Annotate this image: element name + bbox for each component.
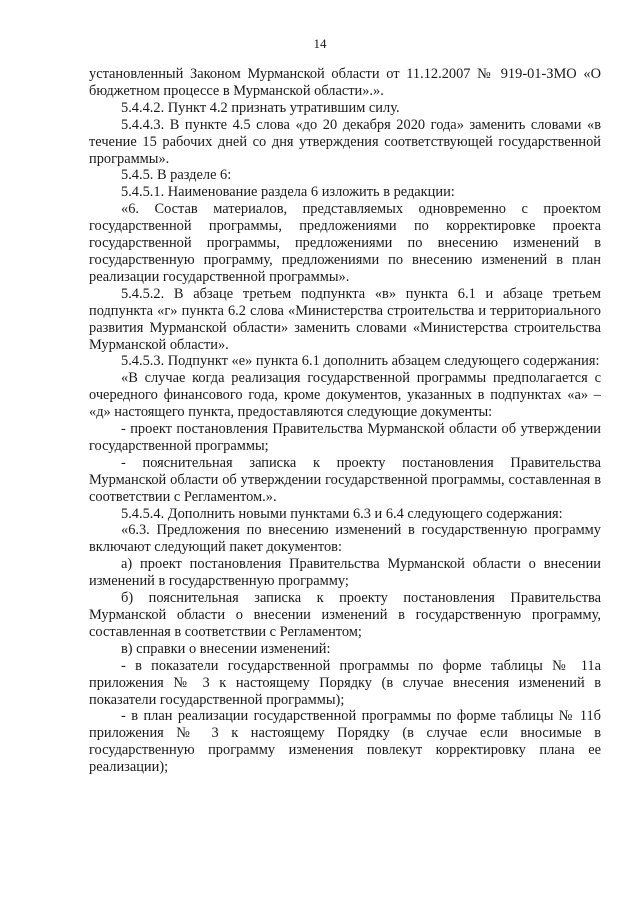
paragraph: а) проект постановления Правительства Мурманской области о внесении изменений в государственную программу;: [89, 556, 601, 590]
paragraph: «6.3. Предложения по внесению изменений в государственную программу включают следующий пакет документов:: [89, 522, 601, 556]
paragraph: - пояснительная записка к проекту постановления Правительства Мурманской области об утверждении государственной программы, составленная в соответствии с Регламентом.».: [89, 454, 601, 505]
paragraph: 5.4.5.1. Наименование раздела 6 изложить в редакции:: [121, 184, 455, 201]
paragraph: 5.4.5. В разделе 6:: [121, 167, 232, 184]
paragraph: 5.4.5.4. Дополнить новыми пунктами 6.3 и 6.4 следующего содержания:: [121, 505, 563, 522]
paragraph: б) пояснительная записка к проекту постановления Правительства Мурманской области о внесении изменений в государственную программу, составленная в соответствии с Регламентом;: [89, 590, 601, 640]
paragraph: 5.4.4.3. В пункте 4.5 слова «до 20 декабря 2020 года» заменить словами «в течение 15 рабочих дней со дня утверждения соответствующей государственной программы».: [89, 116, 601, 167]
paragraph: в) справки о внесении изменений:: [121, 640, 331, 657]
paragraph: установленный Законом Мурманской области от 11.12.2007 № 919-01-ЗМО «О бюджетном процессе в Мурманской области».».: [89, 66, 601, 99]
page-number: 14: [313, 36, 327, 51]
document-body: [89, 66, 601, 776]
paragraph: - проект постановления Правительства Мурманской области об утверждении государственной программы;: [89, 421, 601, 454]
paragraph: «В случае когда реализация государственной программы предполагается с очередного финансового года, кроме документов, указанных в подпунктах «а» – «д» настоящего пункта, предоставляются следующие документы:: [89, 370, 601, 421]
paragraph: - в показатели государственной программы по форме таблицы № 11а приложения № 3 к настоящему Порядку (в случае внесения изменений в показатели государственной программы);: [89, 657, 601, 708]
paragraph: «6. Состав материалов, представляемых одновременно с проектом государственной программы, предложениями по корректировке проекта государственной программы, предложениями по внесению изменений в государственную программу, предложениями по внесению изменений в план реализации государственной программы».: [89, 201, 601, 285]
paragraph: - в план реализации государственной программы по форме таблицы № 11б приложения № 3 к настоящему Порядку (в случае если вносимые в государственную программу изменения повлекут корректировку плана ее реализации);: [89, 708, 601, 776]
paragraph: 5.4.4.2. Пункт 4.2 признать утратившим силу.: [121, 99, 400, 116]
paragraph: 5.4.5.2. В абзаце третьем подпункта «в» пункта 6.1 и абзаце третьем подпункта «г» пункта 6.2 слова «Министерства строительства и территориального развития Мурманской области» заменить словами «Министерства строительства Мурманской области».: [89, 285, 601, 353]
paragraph: 5.4.5.3. Подпункт «е» пункта 6.1 дополнить абзацем следующего содержания:: [121, 353, 600, 370]
